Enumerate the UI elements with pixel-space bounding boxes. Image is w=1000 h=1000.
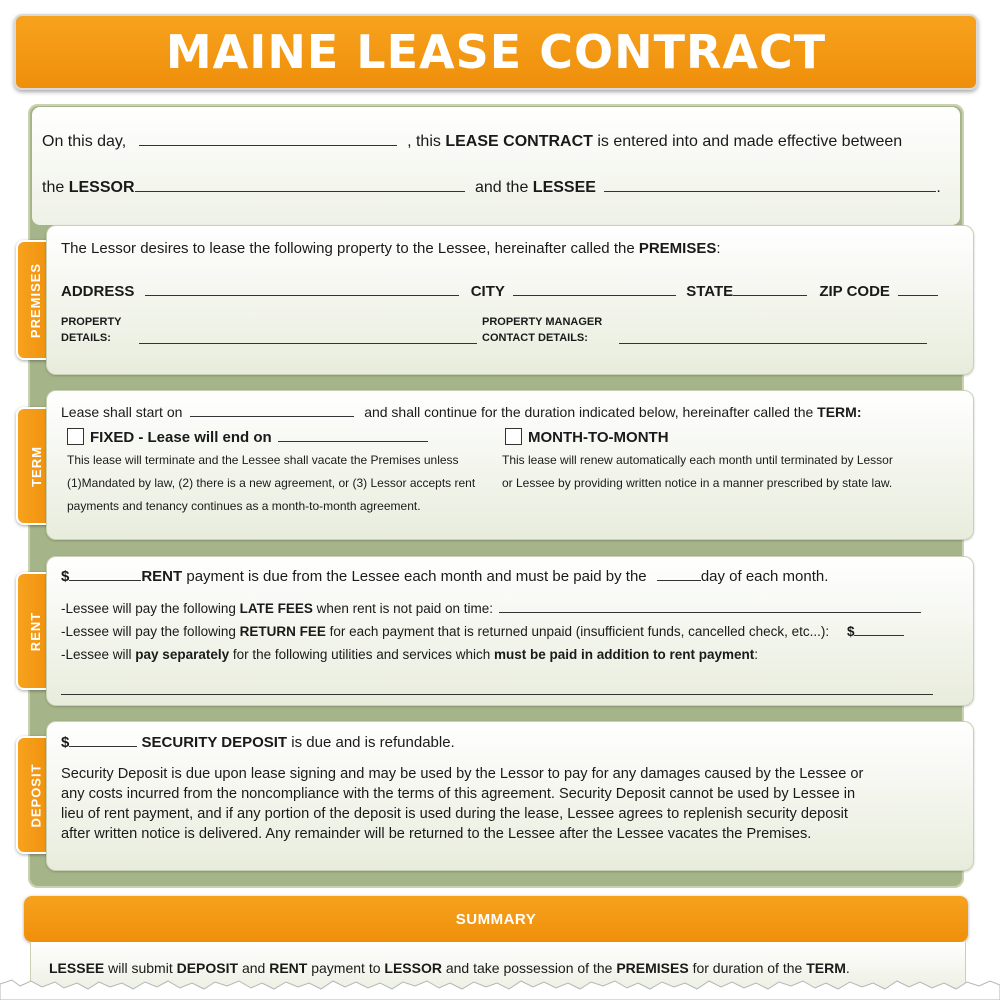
intro-text: and the: [474, 179, 529, 196]
property-manager-line1: PROPERTY MANAGER: [482, 316, 603, 328]
premises-description: [61, 240, 721, 257]
fixed-checkbox[interactable]: [67, 428, 84, 445]
summary-lessor: LESSOR: [384, 960, 442, 976]
summary-deposit: DEPOSIT: [176, 960, 239, 976]
rent-due-day-field[interactable]: [657, 580, 701, 581]
summary-text-part: and take possession of the: [445, 960, 613, 976]
utilities-field[interactable]: [61, 679, 933, 695]
rent-section: [46, 556, 974, 706]
title-banner: [14, 14, 978, 90]
zip-label: ZIP CODE: [819, 283, 890, 300]
fixed-label: FIXED - Lease will end on: [90, 429, 272, 446]
intro-text: On this day,: [42, 133, 127, 150]
utilities-text: for the following utilities and services which: [232, 647, 491, 662]
deposit-row: [61, 734, 455, 751]
premises-desc-end: :: [716, 240, 721, 257]
return-fee-label: RETURN FEE: [239, 624, 326, 639]
term-tab-label: TERM: [28, 445, 44, 487]
period: .: [936, 179, 941, 196]
rent-day-text: day of each month.: [700, 568, 829, 585]
summary-term: TERM: [806, 960, 846, 976]
paid-in-addition-label: must be paid in addition to rent payment: [494, 647, 755, 662]
deposit-terms-line: after written notice is delivered. Any remainder will be returned to the Lessee after the Lessee vacates the Premises.: [61, 826, 812, 842]
utilities-end: :: [754, 647, 759, 662]
lessor-field[interactable]: [135, 191, 465, 192]
summary-end: .: [845, 960, 850, 976]
premises-tab-label: PREMISES: [28, 262, 44, 338]
date-field[interactable]: [139, 145, 397, 146]
end-date-field[interactable]: [278, 441, 428, 442]
property-label-line1: PROPERTY: [61, 316, 122, 328]
late-fees-row: [61, 601, 921, 616]
lessee-field[interactable]: [604, 191, 936, 192]
address-field[interactable]: [145, 295, 459, 296]
property-manager-label: [482, 314, 602, 346]
late-fees-label: LATE FEES: [239, 601, 313, 616]
summary-text-part: for duration of the: [692, 960, 803, 976]
summary-premises: PREMISES: [616, 960, 689, 976]
torn-edge: [0, 974, 1000, 1000]
intro-text: is entered into and made effective between: [597, 133, 903, 150]
deposit-terms-line: Security Deposit is due upon lease signing and may be used by the Lessor to pay for any damages caused by the Lessee or: [61, 766, 864, 782]
utilities-text: -Lessee will: [61, 647, 132, 662]
lessee-label: LESSEE: [532, 179, 596, 196]
rent-label: RENT: [141, 568, 183, 585]
mtm-desc-line: This lease will renew automatically each month until terminated by Lessor: [502, 453, 893, 467]
deposit-text: is due and is refundable.: [291, 734, 455, 751]
intro-text: , this: [407, 133, 441, 150]
deposit-amount-field[interactable]: [69, 746, 137, 747]
premises-section: [46, 225, 974, 375]
property-details-label: [61, 314, 122, 346]
deposit-tab-label: DEPOSIT: [28, 762, 44, 828]
pay-separately-label: pay separately: [135, 647, 230, 662]
month-to-month-option: [505, 428, 669, 446]
fixed-desc-line: payments and tenancy continues as a month-to-month agreement.: [67, 499, 421, 513]
deposit-dollar-sign: $: [61, 734, 70, 751]
summary-lessee: LESSEE: [49, 960, 105, 976]
property-label-line2: DETAILS:: [61, 332, 111, 344]
return-fee-field[interactable]: [854, 635, 904, 636]
late-fees-field[interactable]: [499, 612, 921, 613]
property-manager-line2: CONTACT DETAILS:: [482, 332, 588, 344]
fixed-desc-line: This lease will terminate and the Lessee shall vacate the Premises unless: [67, 453, 459, 467]
term-start-text: Lease shall start on: [61, 404, 183, 420]
page-title: MAINE LEASE CONTRACT: [165, 25, 827, 79]
summary-rent: RENT: [269, 960, 308, 976]
deposit-terms-line: lieu of rent payment, and if any portion of the deposit is used during the lease, Lessee agrees to replenish security deposit: [61, 806, 848, 822]
summary-text-part: and: [241, 960, 266, 976]
city-label: CITY: [470, 283, 505, 300]
city-field[interactable]: [513, 295, 676, 296]
rent-text: payment is due from the Lessee each month and must be paid by the: [186, 568, 647, 585]
premises-desc-text: The Lessor desires to lease the following property to the Lessee, hereinafter called the: [61, 240, 635, 257]
term-start-row: [61, 404, 862, 420]
return-fee-text: -Lessee will pay the following: [61, 624, 236, 639]
intro-text: the: [42, 179, 65, 196]
rent-tab-label: RENT: [28, 611, 44, 651]
start-date-field[interactable]: [190, 416, 354, 417]
term-continue-text: and shall continue for the duration indicated below, hereinafter called the: [364, 404, 814, 420]
state-field[interactable]: [733, 295, 807, 296]
return-fee-row: [61, 624, 904, 639]
state-label: STATE: [686, 283, 734, 300]
property-details-field[interactable]: [139, 328, 477, 344]
security-deposit-label: SECURITY DEPOSIT: [141, 734, 288, 751]
summary-text-part: payment to: [311, 960, 381, 976]
rent-dollar-sign: $: [61, 568, 70, 585]
late-fee-text: -Lessee will pay the following: [61, 601, 236, 616]
summary-header-label: SUMMARY: [455, 910, 537, 928]
month-to-month-checkbox[interactable]: [505, 428, 522, 445]
deposit-section: [46, 721, 974, 871]
return-fee-dollar: $: [846, 624, 855, 639]
address-label: ADDRESS: [61, 283, 135, 300]
rent-row: [61, 568, 828, 585]
address-row: [61, 283, 938, 300]
property-manager-field[interactable]: [619, 328, 927, 344]
deposit-terms-line: any costs incurred from the noncompliance with the terms of this agreement. Security Deposit cannot be used by Lessee in: [61, 786, 856, 802]
zip-field[interactable]: [898, 295, 938, 296]
rent-amount-field[interactable]: [69, 580, 141, 581]
premises-desc-bold: PREMISES: [638, 240, 717, 257]
term-bold-label: TERM:: [817, 404, 862, 420]
mtm-desc-line: or Lessee by providing written notice in a manner prescribed by state law.: [502, 476, 893, 490]
intro-line-2: [42, 179, 941, 197]
return-fee-text: for each payment that is returned unpaid (insufficient funds, cancelled check, etc...):: [329, 624, 830, 639]
late-fee-text: when rent is not paid on time:: [316, 601, 493, 616]
summary-header: [24, 896, 968, 942]
term-section: [46, 390, 974, 540]
deposit-terms: [61, 764, 863, 844]
lease-contract-label: LEASE CONTRACT: [445, 133, 593, 150]
summary-text-part: will submit: [108, 960, 173, 976]
lessor-label: LESSOR: [68, 179, 135, 196]
utilities-row: [61, 647, 758, 662]
fixed-description: [67, 449, 475, 518]
intro-line-1: [42, 133, 902, 151]
month-to-month-label: MONTH-TO-MONTH: [528, 429, 669, 446]
month-to-month-description: [502, 449, 893, 495]
intro-section: [32, 107, 960, 225]
fixed-desc-line: (1)Mandated by law, (2) there is a new agreement, or (3) Lessor accepts rent: [67, 476, 476, 490]
fixed-option: [67, 428, 428, 446]
